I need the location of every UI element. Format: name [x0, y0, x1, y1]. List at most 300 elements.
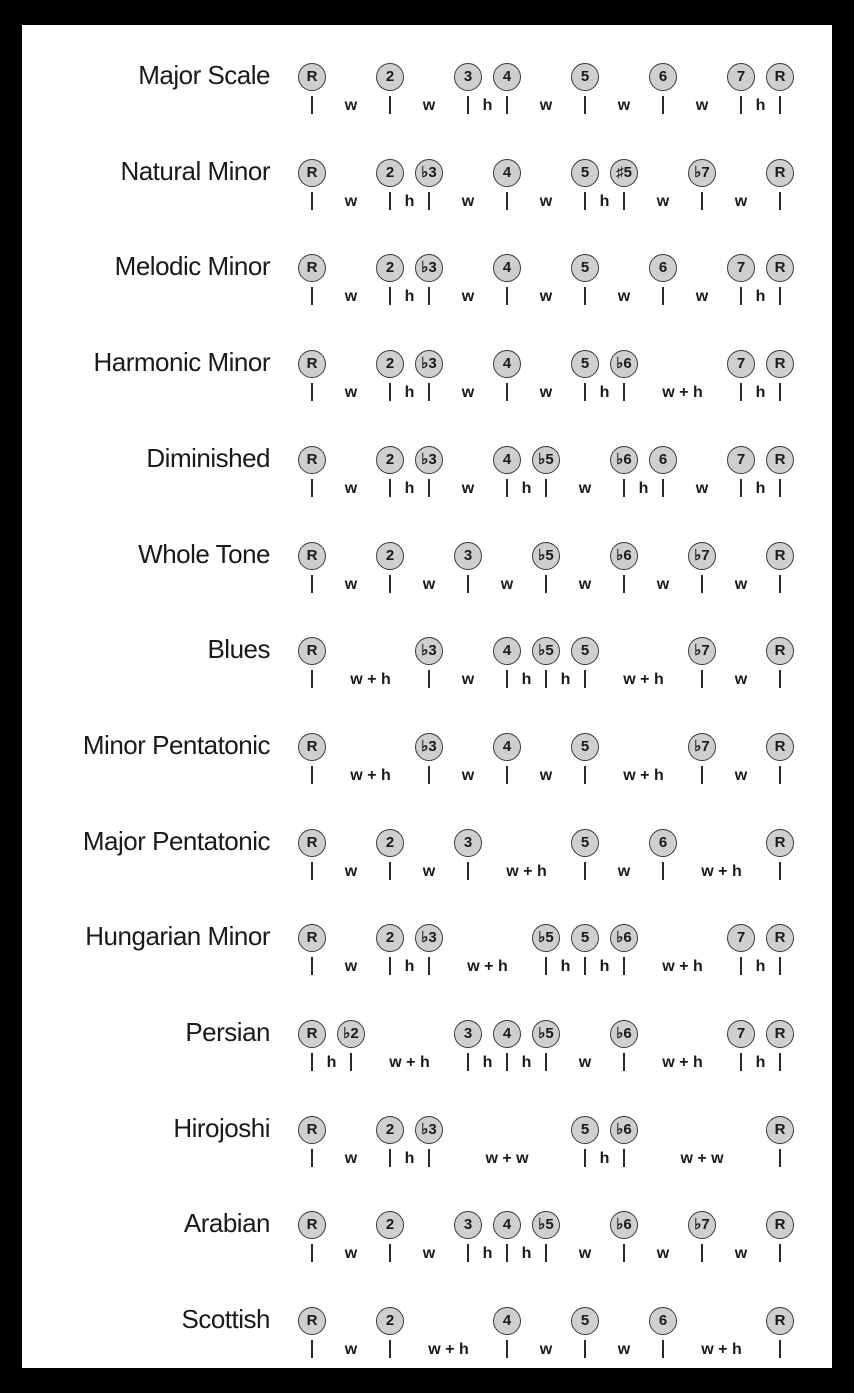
interval-label: w + h: [623, 671, 664, 689]
interval-label: h: [521, 1245, 532, 1263]
note-circle: ♭6: [610, 350, 638, 378]
note-circle: 5: [571, 637, 599, 665]
interval-divider: [701, 192, 703, 210]
note-circle: ♭7: [688, 542, 716, 570]
interval-label: w + h: [467, 958, 508, 976]
interval-divider: [311, 957, 313, 975]
note-circle: 2: [376, 1116, 404, 1144]
interval-label: w: [422, 575, 436, 593]
note-circle: 5: [571, 1307, 599, 1335]
interval-divider: [584, 766, 586, 784]
scale-name: Whole Tone: [138, 538, 270, 569]
interval-divider: [389, 96, 391, 114]
interval-divider: [740, 479, 742, 497]
interval-label: w: [344, 1245, 358, 1263]
note-circle: ♭3: [415, 1116, 443, 1144]
note-circle: R: [766, 1116, 794, 1144]
interval-label: h: [638, 479, 649, 497]
interval-divider: [740, 1053, 742, 1071]
interval-divider: [311, 383, 313, 401]
interval-label: w: [344, 288, 358, 306]
interval-divider: [311, 1053, 313, 1071]
interval-divider: [428, 766, 430, 784]
interval-label: h: [404, 192, 415, 210]
interval-divider: [662, 862, 664, 880]
note-circle: ♭3: [415, 159, 443, 187]
note-circle: ♯5: [610, 159, 638, 187]
interval-divider: [506, 1053, 508, 1071]
interval-label: w: [344, 575, 358, 593]
note-circle: 5: [571, 254, 599, 282]
scale-name: Minor Pentatonic: [82, 729, 270, 760]
note-circle: 7: [727, 63, 755, 91]
interval-divider: [506, 287, 508, 305]
interval-label: h: [755, 479, 766, 497]
note-circle: 4: [493, 446, 521, 474]
interval-divider: [740, 96, 742, 114]
interval-divider: [467, 96, 469, 114]
interval-divider: [311, 1340, 313, 1358]
interval-divider: [779, 862, 781, 880]
note-circle: ♭6: [610, 542, 638, 570]
interval-divider: [311, 479, 313, 497]
interval-label: w + w: [680, 1149, 724, 1167]
note-circle: R: [298, 1307, 326, 1335]
interval-label: w: [617, 97, 631, 114]
note-circle: 5: [571, 63, 599, 91]
interval-label: w: [344, 384, 358, 402]
note-circle: 2: [376, 1211, 404, 1239]
interval-label: w + h: [428, 1341, 469, 1359]
note-circle: 5: [571, 159, 599, 187]
interval-divider: [389, 862, 391, 880]
note-circle: 3: [454, 1211, 482, 1239]
note-circle: ♭6: [610, 1116, 638, 1144]
interval-label: w: [461, 766, 475, 784]
interval-divider: [311, 287, 313, 305]
interval-divider: [584, 383, 586, 401]
interval-divider: [623, 1053, 625, 1071]
interval-label: w: [344, 479, 358, 497]
interval-label: h: [404, 958, 415, 976]
note-circle: 4: [493, 1307, 521, 1335]
note-circle: 2: [376, 829, 404, 857]
scale-name: Natural Minor: [120, 155, 270, 186]
interval-divider: [506, 1340, 508, 1358]
scale-name: Arabian: [183, 1208, 270, 1239]
interval-label: w: [539, 384, 553, 402]
interval-divider: [779, 383, 781, 401]
interval-divider: [467, 1244, 469, 1262]
note-circle: 6: [649, 446, 677, 474]
note-circle: R: [298, 924, 326, 952]
interval-divider: [779, 192, 781, 210]
note-circle: R: [298, 446, 326, 474]
interval-label: w: [656, 575, 670, 593]
note-circle: 3: [454, 1020, 482, 1048]
note-circle: 4: [493, 637, 521, 665]
interval-label: w: [656, 1245, 670, 1263]
interval-divider: [428, 670, 430, 688]
interval-label: w: [578, 575, 592, 593]
interval-divider: [779, 1053, 781, 1071]
interval-divider: [662, 1340, 664, 1358]
interval-label: w: [578, 1054, 592, 1071]
interval-label: w: [578, 479, 592, 497]
note-circle: ♭5: [532, 924, 560, 952]
interval-label: h: [482, 1245, 493, 1263]
interval-label: w: [461, 671, 475, 689]
note-circle: R: [766, 159, 794, 187]
interval-divider: [389, 192, 391, 210]
interval-label: w: [539, 1341, 553, 1359]
interval-divider: [701, 1244, 703, 1262]
interval-divider: [506, 1244, 508, 1262]
note-circle: ♭3: [415, 446, 443, 474]
interval-divider: [545, 1053, 547, 1071]
note-circle: 5: [571, 733, 599, 761]
note-circle: ♭5: [532, 637, 560, 665]
interval-label: w: [539, 97, 553, 114]
interval-divider: [623, 479, 625, 497]
note-circle: 4: [493, 1211, 521, 1239]
interval-divider: [623, 383, 625, 401]
interval-divider: [623, 1244, 625, 1262]
note-circle: R: [766, 254, 794, 282]
note-circle: ♭6: [610, 446, 638, 474]
note-circle: R: [766, 829, 794, 857]
note-circle: 7: [727, 350, 755, 378]
interval-divider: [506, 383, 508, 401]
note-circle: 7: [727, 446, 755, 474]
scale-name: Melodic Minor: [114, 251, 270, 282]
interval-label: h: [755, 97, 766, 114]
interval-label: w: [344, 1149, 358, 1167]
note-circle: R: [766, 733, 794, 761]
note-circle: 2: [376, 1307, 404, 1335]
interval-divider: [506, 670, 508, 688]
interval-label: w: [578, 1245, 592, 1263]
note-circle: ♭6: [610, 924, 638, 952]
interval-divider: [389, 383, 391, 401]
interval-label: w: [344, 192, 358, 210]
interval-divider: [779, 1340, 781, 1358]
interval-label: w: [422, 97, 436, 114]
note-circle: R: [298, 1020, 326, 1048]
interval-label: h: [599, 958, 610, 976]
interval-divider: [389, 479, 391, 497]
note-circle: 7: [727, 924, 755, 952]
interval-divider: [662, 479, 664, 497]
interval-label: h: [599, 192, 610, 210]
interval-divider: [389, 575, 391, 593]
note-circle: 6: [649, 63, 677, 91]
interval-label: h: [599, 1149, 610, 1167]
note-circle: ♭5: [532, 1211, 560, 1239]
interval-label: w + h: [623, 766, 664, 784]
interval-label: h: [755, 958, 766, 976]
interval-divider: [311, 670, 313, 688]
interval-label: h: [326, 1054, 337, 1071]
interval-label: h: [521, 1054, 532, 1071]
note-circle: 3: [454, 63, 482, 91]
interval-label: h: [560, 958, 571, 976]
scale-name: Harmonic Minor: [93, 347, 270, 378]
interval-divider: [584, 957, 586, 975]
interval-label: w: [695, 97, 709, 114]
interval-label: w: [617, 288, 631, 306]
interval-divider: [779, 766, 781, 784]
note-circle: 7: [727, 254, 755, 282]
note-circle: R: [766, 637, 794, 665]
note-circle: R: [766, 1307, 794, 1335]
note-circle: R: [298, 637, 326, 665]
scale-name: Blues: [207, 634, 270, 665]
note-circle: R: [766, 446, 794, 474]
interval-divider: [506, 766, 508, 784]
interval-label: w: [695, 288, 709, 306]
note-circle: ♭5: [532, 542, 560, 570]
note-circle: ♭6: [610, 1020, 638, 1048]
interval-label: h: [755, 384, 766, 402]
interval-label: w + h: [389, 1054, 430, 1071]
interval-divider: [623, 957, 625, 975]
interval-divider: [545, 1244, 547, 1262]
note-circle: ♭3: [415, 637, 443, 665]
note-circle: R: [298, 1116, 326, 1144]
interval-divider: [428, 192, 430, 210]
interval-divider: [545, 575, 547, 593]
note-circle: R: [766, 63, 794, 91]
interval-label: w: [539, 766, 553, 784]
note-circle: ♭7: [688, 159, 716, 187]
scale-name: Persian: [185, 1017, 270, 1047]
scale-name: Scottish: [181, 1304, 270, 1335]
interval-divider: [701, 575, 703, 593]
note-circle: 4: [493, 63, 521, 91]
note-circle: ♭3: [415, 350, 443, 378]
interval-label: h: [482, 1054, 493, 1071]
interval-label: w: [734, 575, 748, 593]
interval-divider: [389, 1244, 391, 1262]
interval-divider: [779, 670, 781, 688]
note-circle: 2: [376, 446, 404, 474]
note-circle: 5: [571, 829, 599, 857]
note-circle: 2: [376, 63, 404, 91]
note-circle: R: [766, 1211, 794, 1239]
note-circle: 3: [454, 542, 482, 570]
note-circle: 7: [727, 1020, 755, 1048]
interval-label: w + h: [350, 766, 391, 784]
interval-divider: [389, 287, 391, 305]
note-circle: 4: [493, 350, 521, 378]
note-circle: R: [298, 350, 326, 378]
interval-divider: [584, 1340, 586, 1358]
note-circle: ♭6: [610, 1211, 638, 1239]
interval-label: w: [734, 671, 748, 689]
interval-divider: [428, 479, 430, 497]
interval-divider: [623, 575, 625, 593]
note-circle: R: [298, 1211, 326, 1239]
interval-label: w: [617, 862, 631, 880]
interval-divider: [311, 192, 313, 210]
note-circle: ♭2: [337, 1020, 365, 1048]
note-circle: ♭7: [688, 1211, 716, 1239]
interval-label: h: [482, 97, 493, 114]
interval-label: h: [755, 1054, 766, 1071]
interval-divider: [350, 1053, 352, 1071]
interval-label: w: [500, 575, 514, 593]
interval-divider: [779, 479, 781, 497]
interval-divider: [389, 957, 391, 975]
interval-label: w: [734, 192, 748, 210]
note-circle: 2: [376, 159, 404, 187]
scale-diagram: [22, 25, 832, 1368]
note-circle: ♭5: [532, 1020, 560, 1048]
interval-label: w + h: [662, 958, 703, 976]
note-circle: 2: [376, 542, 404, 570]
scale-chart-frame: [22, 25, 832, 1368]
scale-name: Hungarian Minor: [85, 921, 270, 952]
note-circle: 2: [376, 924, 404, 952]
interval-label: w: [734, 1245, 748, 1263]
interval-label: h: [755, 288, 766, 306]
interval-divider: [779, 96, 781, 114]
interval-divider: [467, 575, 469, 593]
interval-divider: [428, 287, 430, 305]
note-circle: 5: [571, 350, 599, 378]
interval-label: w + h: [701, 1341, 742, 1359]
interval-divider: [428, 1149, 430, 1167]
note-circle: 4: [493, 1020, 521, 1048]
interval-label: w + h: [662, 1054, 703, 1071]
interval-divider: [662, 96, 664, 114]
interval-divider: [779, 957, 781, 975]
note-circle: R: [298, 63, 326, 91]
interval-divider: [545, 670, 547, 688]
interval-label: w: [344, 862, 358, 880]
interval-label: w: [539, 288, 553, 306]
interval-divider: [701, 670, 703, 688]
interval-divider: [584, 287, 586, 305]
interval-label: w + h: [350, 671, 391, 689]
note-circle: R: [298, 733, 326, 761]
interval-label: h: [560, 671, 571, 689]
note-circle: 2: [376, 254, 404, 282]
note-circle: 4: [493, 159, 521, 187]
interval-divider: [506, 96, 508, 114]
note-circle: R: [766, 542, 794, 570]
interval-divider: [506, 479, 508, 497]
note-circle: 2: [376, 350, 404, 378]
note-circle: ♭3: [415, 924, 443, 952]
interval-divider: [311, 766, 313, 784]
interval-label: h: [404, 384, 415, 402]
interval-label: w + h: [662, 384, 703, 402]
interval-label: w: [734, 766, 748, 784]
interval-label: w: [344, 97, 358, 114]
interval-divider: [740, 957, 742, 975]
interval-label: w: [461, 192, 475, 210]
note-circle: R: [298, 254, 326, 282]
interval-label: h: [521, 479, 532, 497]
scale-name: Hirojoshi: [173, 1112, 270, 1143]
interval-label: w: [461, 288, 475, 306]
note-circle: 4: [493, 733, 521, 761]
interval-divider: [779, 575, 781, 593]
interval-divider: [779, 1244, 781, 1262]
scale-name: Major Scale: [138, 60, 270, 90]
interval-divider: [389, 1340, 391, 1358]
interval-label: w: [344, 1341, 358, 1359]
interval-divider: [545, 479, 547, 497]
interval-divider: [311, 96, 313, 114]
interval-label: w + h: [701, 862, 742, 880]
interval-divider: [623, 192, 625, 210]
interval-divider: [701, 766, 703, 784]
interval-divider: [584, 96, 586, 114]
interval-divider: [584, 1149, 586, 1167]
interval-divider: [428, 957, 430, 975]
note-circle: ♭7: [688, 733, 716, 761]
interval-divider: [740, 383, 742, 401]
interval-divider: [467, 862, 469, 880]
note-circle: 3: [454, 829, 482, 857]
interval-divider: [311, 575, 313, 593]
note-circle: 6: [649, 829, 677, 857]
interval-label: w: [617, 1341, 631, 1359]
note-circle: 5: [571, 924, 599, 952]
interval-label: h: [404, 288, 415, 306]
note-circle: ♭3: [415, 733, 443, 761]
interval-label: w: [461, 384, 475, 402]
interval-divider: [584, 192, 586, 210]
interval-label: h: [521, 671, 532, 689]
note-circle: ♭5: [532, 446, 560, 474]
note-circle: ♭3: [415, 254, 443, 282]
interval-divider: [467, 1053, 469, 1071]
interval-divider: [662, 287, 664, 305]
interval-divider: [623, 1149, 625, 1167]
note-circle: 6: [649, 1307, 677, 1335]
interval-divider: [740, 287, 742, 305]
interval-divider: [779, 287, 781, 305]
interval-divider: [779, 1149, 781, 1167]
interval-divider: [584, 862, 586, 880]
note-circle: R: [298, 542, 326, 570]
note-circle: 5: [571, 1116, 599, 1144]
note-circle: 6: [649, 254, 677, 282]
scale-name: Major Pentatonic: [82, 825, 270, 856]
interval-divider: [389, 1149, 391, 1167]
interval-divider: [506, 192, 508, 210]
interval-divider: [584, 670, 586, 688]
interval-label: w: [461, 479, 475, 497]
note-circle: R: [298, 159, 326, 187]
note-circle: R: [766, 1020, 794, 1048]
note-circle: R: [766, 924, 794, 952]
note-circle: 4: [493, 254, 521, 282]
interval-divider: [311, 862, 313, 880]
interval-label: h: [404, 1149, 415, 1167]
scale-name: Diminished: [146, 442, 270, 473]
interval-divider: [311, 1244, 313, 1262]
interval-divider: [545, 957, 547, 975]
interval-label: h: [599, 384, 610, 402]
interval-divider: [311, 1149, 313, 1167]
interval-label: w: [422, 1245, 436, 1263]
interval-divider: [428, 383, 430, 401]
